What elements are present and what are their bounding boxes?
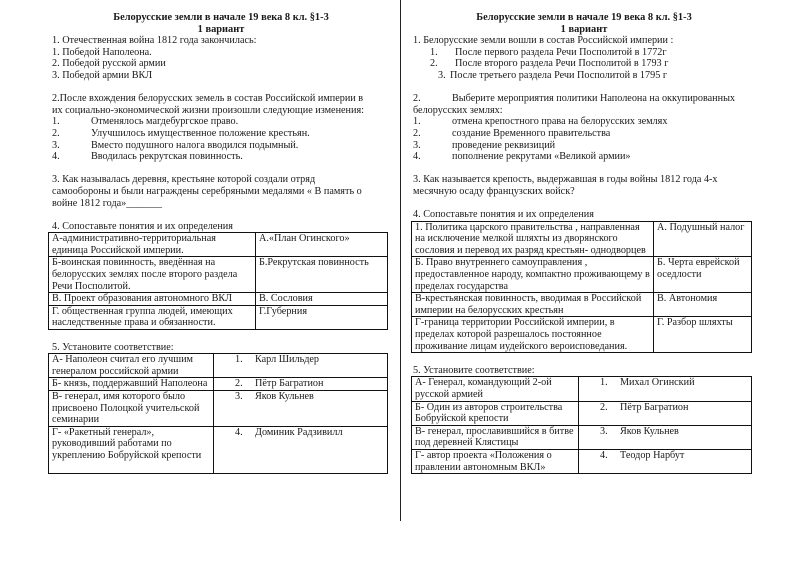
matching-table <box>411 221 752 354</box>
matching-table <box>411 376 752 474</box>
option-text: После первого раздела Речи Посполитой в 1772г <box>455 46 667 58</box>
definition-cell: Г-граница территории Российской империи, в пределах которой разрешалось постоянное проживание лицам иудейского вероисповедания. <box>412 317 654 353</box>
right-question-1 <box>413 35 755 81</box>
option-text: После третьего раздела Речи Посполитой в 1795 г <box>450 69 668 81</box>
answer-option <box>52 140 390 152</box>
table-row <box>412 317 752 353</box>
person-name: Теодор Нарбут <box>620 449 685 461</box>
option-text: После второго раздела Речи Посполитой в 1793 г <box>455 58 669 70</box>
person-cell <box>579 377 752 401</box>
description-cell: А- Наполеон считал его лучшим генералом российской армии <box>49 354 214 378</box>
definition-cell: В-крестьянская повинность, вводимая в Российской империи на белорусских крестьян <box>412 293 654 317</box>
table-row <box>412 221 752 257</box>
table-row <box>49 293 388 306</box>
person-name: Яков Кульнев <box>620 425 679 437</box>
right-question-2 <box>413 93 755 163</box>
description-cell: В- генерал, прославившийся в битве под деревней Клястицы <box>412 425 579 449</box>
term-cell: Б.Рекрутская повинность <box>256 257 388 293</box>
person-cell <box>579 401 752 425</box>
definition-cell: Г. общественная группа людей, имеющих наследственные права и обязанности. <box>49 305 256 329</box>
left-question-1 <box>52 35 390 81</box>
option-number: 3. <box>52 139 60 151</box>
option-number: 2. <box>413 127 421 139</box>
person-cell <box>214 354 388 378</box>
right-question-5 <box>411 365 752 474</box>
person-number: 1. <box>600 377 608 389</box>
option-number: 1. <box>413 116 421 128</box>
person-cell <box>579 449 752 473</box>
description-cell: В- генерал, имя которого было присвоено Полоцкой учительской семинарии <box>49 391 214 427</box>
person-number: 4. <box>600 449 608 461</box>
option-number: 1. <box>52 116 60 128</box>
question-heading: 5. Установите соответствие: <box>52 341 174 353</box>
table-row <box>49 426 388 473</box>
answer-option <box>413 47 755 59</box>
option-number: 4. <box>52 151 60 163</box>
table-row <box>49 354 388 378</box>
term-cell: В. Автономия <box>654 293 752 317</box>
table-row <box>49 305 388 329</box>
question-text: 3. Как называется крепость, выдержавшая в годы войны 1812 года 4-х <box>413 174 718 186</box>
person-number: 2. <box>235 378 243 390</box>
person-number: 4. <box>235 426 243 438</box>
answer-option <box>52 128 390 140</box>
term-cell: В. Сословия <box>256 293 388 306</box>
matching-table <box>48 232 388 330</box>
table-row <box>412 401 752 425</box>
option-number: 2. <box>430 58 438 70</box>
question-number: 2. <box>413 93 421 105</box>
left-worksheet <box>52 12 390 474</box>
page-divider <box>400 0 401 521</box>
description-cell: Г- «Ракетный генерал», руководивший работами по укреплению Бобруйской крепости <box>49 426 214 473</box>
term-cell: А. Подушный налог <box>654 221 752 257</box>
answer-option <box>413 140 755 152</box>
person-cell <box>214 391 388 427</box>
definition-cell: Б-воинская повинность, введённая на белорусских землях после второго раздела Речи Посполитой. <box>49 257 256 293</box>
question-text: войне 1812 года»_______ <box>52 197 162 209</box>
table-row <box>412 293 752 317</box>
person-name: Михал Огинский <box>620 377 695 389</box>
question-heading: 5. Установите соответствие: <box>413 364 535 376</box>
matching-table <box>48 353 388 473</box>
question-text: 1. Белорусские земли вошли в состав Российской империи : <box>413 35 674 47</box>
answer-option: 3. Победой армии ВКЛ <box>52 69 153 81</box>
person-name: Карл Шильдер <box>255 354 320 366</box>
right-worksheet <box>413 12 755 474</box>
question-heading: 4. Сопоставьте понятия и их определения <box>413 209 594 221</box>
option-number: 4. <box>413 151 421 163</box>
table-row <box>49 391 388 427</box>
definition-cell: А-административно-территориальная единица Российской империи. <box>49 233 256 257</box>
option-text: Вводилась рекрутская повинность. <box>91 151 243 163</box>
term-cell: Г. Разбор шляхты <box>654 317 752 353</box>
option-number: 3. <box>413 139 421 151</box>
left-question-4 <box>48 221 388 330</box>
person-number: 3. <box>235 391 243 402</box>
answer-option <box>413 70 755 82</box>
person-name: Пётр Багратион <box>620 401 689 413</box>
question-text: 3. Как называлась деревня, крестьяне которой создали отряд <box>52 174 316 186</box>
question-text: их социально-экономической жизни произошли следующие изменения: <box>52 104 364 116</box>
answer-option <box>413 128 755 140</box>
option-number: 2. <box>52 127 60 139</box>
right-title: Белорусские земли в начале 19 века 8 кл. §1-3 <box>476 12 692 23</box>
answer-option <box>413 116 755 128</box>
question-text-line: Выберите мероприятия политики Наполеона на оккупированных <box>452 93 736 105</box>
option-text: отмена крепостного права на белорусских землях <box>452 116 668 128</box>
question-text: белорусских землях: <box>413 104 503 116</box>
question-heading: 4. Сопоставьте понятия и их определения <box>52 220 233 232</box>
left-question-3 <box>52 174 390 209</box>
person-name: Яков Кульнев <box>255 391 314 402</box>
question-text: месячную осаду французских войск? <box>413 185 575 197</box>
option-text: пополнение рекрутами «Великой армии» <box>452 151 631 163</box>
right-variant: 1 вариант <box>560 23 608 35</box>
left-question-5 <box>48 342 388 474</box>
question-text: 2.После вхождения белорусских земель в состав Российской империи в <box>52 93 364 105</box>
person-number: 1. <box>235 354 243 366</box>
term-cell: А.«План Огинского» <box>256 233 388 257</box>
table-row <box>412 449 752 473</box>
question-text <box>413 93 755 105</box>
person-name: Доминик Радзивилл <box>255 426 343 438</box>
answer-option <box>413 58 755 70</box>
description-cell: Б- Один из авторов строительства Бобруйской крепости <box>412 401 579 425</box>
table-row <box>49 233 388 257</box>
right-question-4 <box>411 209 752 353</box>
option-text: проведение реквизиций <box>452 139 556 151</box>
description-cell: А- Генерал, командующий 2-ой русской армией <box>412 377 579 401</box>
answer-option: 1. Победой Наполеона. <box>52 46 152 58</box>
definition-cell: В. Проект образования автономного ВКЛ <box>49 293 256 306</box>
person-cell <box>214 426 388 473</box>
answer-option <box>52 116 390 128</box>
table-row <box>412 377 752 401</box>
description-cell: Г- автор проекта «Положения о правлении автономным ВКЛ» <box>412 449 579 473</box>
right-question-3 <box>413 174 755 197</box>
option-number: 3. <box>438 69 446 81</box>
person-number: 3. <box>600 425 608 437</box>
left-variant: 1 вариант <box>197 23 245 35</box>
option-text: Улучшилось имущественное положение крестьян. <box>91 127 310 139</box>
left-question-2 <box>52 93 390 163</box>
definition-cell: 1. Политика царского правительства , направленная на исключение мелкой шляхты из дворянского сословия и перевод их разряд крестьян- однодворцев <box>412 221 654 257</box>
answer-option <box>52 151 390 163</box>
table-row <box>49 378 388 391</box>
option-text: Отменялось магдебургское право. <box>91 116 239 128</box>
table-row <box>412 425 752 449</box>
term-cell: Б. Черта еврейской оседлости <box>654 257 752 293</box>
table-row <box>412 257 752 293</box>
person-cell <box>214 378 388 391</box>
person-name: Пётр Багратион <box>255 378 324 390</box>
option-number: 1. <box>430 46 438 58</box>
person-number: 2. <box>600 401 608 413</box>
question-text: 1. Отечественная война 1812 года закончилась: <box>52 35 257 47</box>
term-cell: Г.Губерния <box>256 305 388 329</box>
left-title: Белорусские земли в начале 19 века 8 кл. §1-3 <box>113 12 329 23</box>
question-text: самообороны и были награждены серебряными медалями « В память о <box>52 185 362 197</box>
option-text: создание Временного правительства <box>452 127 611 139</box>
option-text: Вместо подушного налога вводился подымный. <box>91 139 299 151</box>
table-row <box>49 257 388 293</box>
description-cell: Б- князь, поддержавший Наполеона <box>49 378 214 391</box>
person-cell <box>579 425 752 449</box>
definition-cell: Б. Право внутреннего самоуправления , предоставленное народу, компактно проживающему в пределах государства <box>412 257 654 293</box>
answer-option: 2. Победой русской армии <box>52 58 166 70</box>
answer-option <box>413 151 755 163</box>
